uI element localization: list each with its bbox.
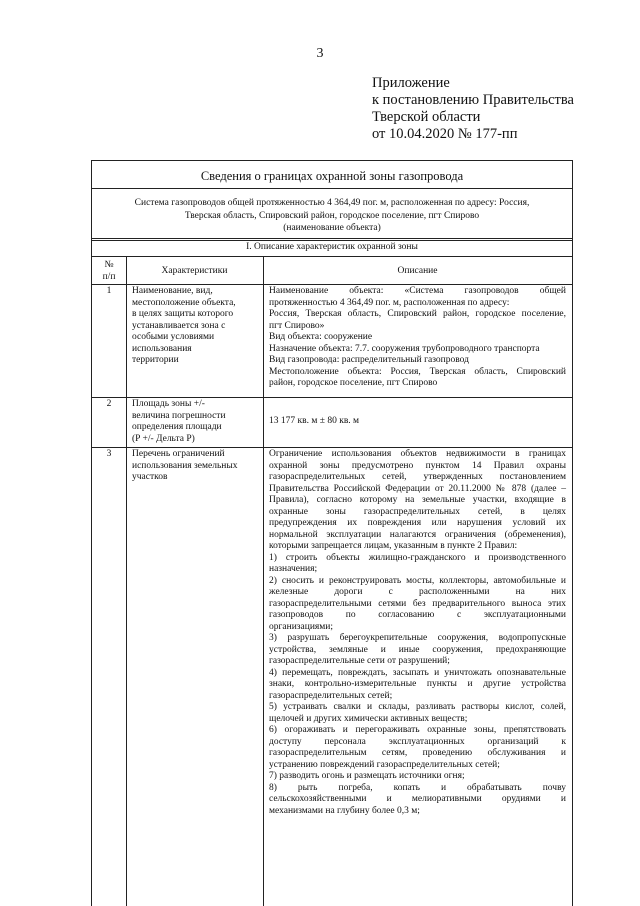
text-line: доступу персонала эксплуатационных организаций к bbox=[269, 736, 566, 747]
text-line: охранной зоны предусмотрено пунктом 14 Правил охраны bbox=[269, 460, 566, 471]
header-num-line: п/п bbox=[102, 271, 116, 282]
text-line: знаки, контрольно-измерительные пункты и другие устройства bbox=[269, 679, 566, 689]
text-line: щелочей и других химически активных веществ; bbox=[269, 713, 468, 724]
text-line: охранные зоны газораспределительных сетей, в целях bbox=[269, 506, 566, 517]
table-divider bbox=[92, 397, 572, 398]
text-line: 8) рыть погреба, копать и обрабатывать почву bbox=[269, 782, 566, 793]
text-line: сельскохозяйственными и мелиоративными орудиями и bbox=[269, 794, 566, 804]
column-divider bbox=[126, 256, 127, 906]
text-line: использования земельных bbox=[132, 460, 238, 471]
text-line: газопроводов по согласованию с эксплуатационными bbox=[269, 610, 566, 620]
row-num: 1 bbox=[106, 286, 112, 296]
text-line: район, городское поселение, пгт Спирово bbox=[269, 378, 438, 388]
text-line: устройства, земляные и иные сооружения, предохраняющие bbox=[269, 644, 566, 655]
row-characteristic bbox=[132, 399, 260, 445]
header-num bbox=[92, 260, 126, 283]
text-line: 6) огораживать и перегораживать охранные зоны, препятствовать bbox=[269, 725, 566, 735]
table-title: Сведения о границах охранной зоны газопровода bbox=[200, 169, 464, 183]
text-line: Правила), согласно которому на земельные участки, входящие в bbox=[269, 495, 566, 505]
text-line: в целях защиты которого bbox=[132, 309, 234, 319]
text-line: назначения; bbox=[269, 564, 318, 574]
row-num: 2 bbox=[106, 399, 112, 409]
text-line: величина погрешности bbox=[132, 410, 226, 421]
text-line: Наименование объекта: «Система газопроводов общей bbox=[269, 286, 566, 296]
text-line: 2) сносить и реконструировать мосты, коллекторы, автомобильные и bbox=[269, 575, 566, 586]
table-divider bbox=[92, 240, 572, 241]
text-line: 5) устраивать свалки и склады, разливать растворы кислот, солей, bbox=[269, 702, 566, 712]
table-divider bbox=[92, 256, 572, 257]
object-name-caption: (наименование объекта) bbox=[283, 223, 381, 233]
table-divider bbox=[92, 447, 572, 448]
text-line: предупреждения их повреждения или нарушения условий их bbox=[269, 518, 566, 528]
text-line: Вид газопровода: распределительный газопровод bbox=[269, 355, 469, 365]
column-divider bbox=[263, 256, 264, 906]
text-line: Ограничение использования объектов недвижимости в границах bbox=[269, 449, 566, 459]
text-line: участков bbox=[132, 472, 168, 482]
text-line: протяженностью 4 364,49 пог. м, расположенная по адресу: bbox=[269, 297, 510, 308]
table-divider bbox=[92, 188, 572, 189]
table-divider bbox=[92, 284, 572, 285]
object-name-line: Тверская область, Спировский район, городское поселение, пгт Спирово bbox=[184, 210, 480, 221]
appendix-line: Тверской области bbox=[372, 109, 481, 125]
text-line: Перечень ограничений bbox=[132, 449, 225, 459]
text-line: определения площади bbox=[132, 422, 222, 432]
appendix-line: к постановлению Правительства bbox=[372, 92, 574, 108]
text-line: устранению повреждений газораспределительных сетей; bbox=[269, 759, 500, 770]
text-line: 4) перемещать, повреждать, засыпать и уничтожать опознавательные bbox=[269, 667, 566, 678]
object-name-line: Система газопроводов общей протяженностью 4 364,49 пог. м, расположенная по адресу: Россия, bbox=[134, 198, 530, 208]
text-line: 7) разводить огонь и размещать источники огня; bbox=[269, 771, 465, 781]
header-description: Описание bbox=[397, 266, 438, 276]
text-line: 3) разрушать берегоукрепительные сооружения, водопропускные bbox=[269, 633, 566, 643]
text-line: устанавливается зона с bbox=[132, 320, 226, 331]
text-line: которыми запрещается лицам, указанным в пункте 2 Правил: bbox=[269, 541, 518, 551]
row-characteristic bbox=[132, 449, 260, 484]
text-line: организациями; bbox=[269, 621, 334, 632]
zone-area-value: 13 177 кв. м ± 80 кв. м bbox=[269, 416, 360, 426]
header-num-line: № bbox=[104, 260, 114, 270]
appendix-line: Приложение bbox=[372, 75, 450, 91]
zone-table bbox=[91, 160, 573, 906]
row-characteristic bbox=[132, 286, 260, 367]
text-line: газораспределительным сетям, проведению обслуживания и bbox=[269, 748, 566, 758]
text-line: Вид объекта: сооружение bbox=[269, 332, 373, 342]
text-line: Местоположение объекта: Россия, Тверская область, Спировский bbox=[269, 366, 566, 377]
text-line: Россия, Тверская область, Спировский район, городское поселение, bbox=[269, 309, 566, 319]
text-line: 1) строить объекты жилищно-гражданского и производственного bbox=[269, 552, 566, 563]
text-line: газораспределительными сетями без предварительного выноса этих bbox=[269, 598, 566, 609]
text-line: газораспределительных сетей; bbox=[269, 690, 393, 701]
text-line: использования bbox=[132, 343, 192, 354]
text-line: нормальной эксплуатации налагаются ограничения (обременения), bbox=[269, 529, 566, 540]
section-title: I. Описание характеристик охранной зоны bbox=[246, 242, 418, 252]
text-line: газораспределительных сетей, утвержденных постановлением bbox=[269, 472, 566, 482]
row-description bbox=[269, 449, 566, 817]
text-line: пгт Спирово» bbox=[269, 320, 325, 331]
text-line: Площадь зоны +/- bbox=[132, 399, 205, 409]
row-description bbox=[269, 286, 566, 390]
object-name bbox=[102, 197, 562, 235]
appendix-date: от 10.04.2020 № 177-пп bbox=[372, 126, 518, 142]
text-line: Наименование, вид, bbox=[132, 286, 213, 296]
text-line: (P +/- Дельта P) bbox=[132, 433, 195, 444]
table-divider bbox=[92, 238, 572, 239]
text-line: железные дороги с расположенными на них bbox=[269, 587, 566, 597]
page-number: 3 bbox=[316, 46, 324, 61]
text-line: особыми условиями bbox=[132, 332, 215, 342]
text-line: газораспределительные сети от разрушений; bbox=[269, 656, 450, 666]
text-line: Назначение объекта: 7.7. сооружения трубопроводного транспорта bbox=[269, 343, 540, 354]
appendix-header bbox=[372, 75, 574, 143]
header-characteristics: Характеристики bbox=[161, 266, 228, 276]
text-line: Правительства Российской Федерации от 20.11.2000 № 878 (далее – bbox=[269, 483, 566, 494]
row-num: 3 bbox=[106, 449, 112, 459]
text-line: механизмами на глубину более 0,3 м; bbox=[269, 805, 420, 816]
text-line: территории bbox=[132, 355, 179, 365]
text-line: местоположение объекта, bbox=[132, 297, 236, 308]
